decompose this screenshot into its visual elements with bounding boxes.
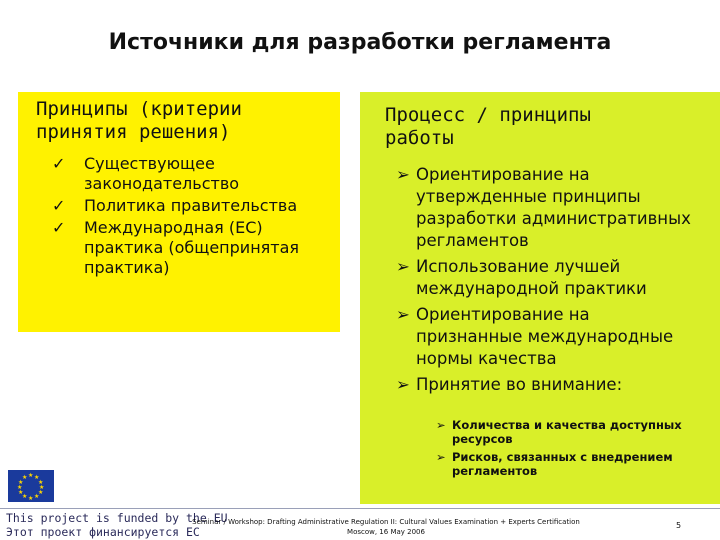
seminar-line: Seminar / Workshop: Drafting Administrative Regulation II: Cultural Values Examination + Experts Certification [192, 518, 580, 526]
list-item-line: Политика правительства [84, 196, 298, 215]
list-item-line: практика) [84, 258, 170, 277]
list-item-line: Использование лучшей [416, 257, 621, 276]
list-item-line: Принятие во внимание: [416, 375, 623, 394]
list-item-line: Существующее [84, 154, 215, 173]
list-item-line: Ориентирование на [416, 165, 590, 184]
right-heading-line: работы [385, 127, 454, 149]
arrow-right-icon: ➢ [396, 257, 410, 276]
list-item-line: законодательство [84, 174, 240, 193]
list-item-line: регламентов [452, 464, 538, 478]
list-item-line: нормы качества [416, 349, 557, 368]
list-item-line: Ориентирование на [416, 305, 590, 324]
left-heading-line: принятия решения) [36, 121, 231, 143]
right-panel-heading [385, 104, 591, 150]
list-item-line: Количества и качества доступных [452, 418, 682, 432]
right-heading-line: Процесс / принципы [385, 104, 591, 126]
slide-title: Источники для разработки регламента [108, 30, 612, 55]
page-number: 5 [676, 521, 682, 530]
list-item-line: Рисков, связанных с внедрением [452, 450, 673, 464]
check-icon: ✓ [52, 154, 66, 173]
arrow-right-icon: ➢ [436, 450, 446, 464]
arrow-right-icon: ➢ [396, 305, 410, 324]
list-item-line: признанные международные [416, 327, 674, 346]
arrow-right-icon: ➢ [396, 165, 410, 184]
left-bullet-list [52, 154, 342, 280]
list-item-line: ресурсов [452, 432, 513, 446]
right-sub-list [436, 418, 718, 482]
list-item [396, 256, 716, 300]
list-item [436, 418, 718, 446]
list-item-line: регламентов [416, 231, 529, 250]
left-heading-line: Принципы (критерии [36, 98, 242, 120]
list-item [52, 196, 342, 216]
funding-line: Этот проект финансируется ЕС [6, 525, 200, 539]
list-item-line: Международная (ЕС) [84, 218, 263, 237]
eu-flag-icon: ★ ★ ★ ★ ★ ★ ★ ★ ★ ★ ★ ★ [8, 470, 54, 502]
funding-line: This project is funded by the EU [6, 511, 228, 525]
list-item [52, 218, 342, 278]
left-panel-heading [36, 98, 242, 144]
list-item [396, 374, 716, 396]
seminar-caption [186, 517, 586, 537]
right-bullet-list [396, 164, 716, 400]
check-icon: ✓ [52, 196, 66, 215]
check-icon: ✓ [52, 218, 66, 237]
footer-divider [0, 508, 720, 509]
list-item-line: утвержденные принципы [416, 187, 641, 206]
list-item-line: международной практики [416, 279, 647, 298]
seminar-line: Moscow, 16 May 2006 [347, 528, 425, 536]
list-item-line: разработки административных [416, 209, 691, 228]
list-item [52, 154, 342, 194]
list-item [436, 450, 718, 478]
list-item-line: практика (общепринятая [84, 238, 300, 257]
arrow-right-icon: ➢ [436, 418, 446, 432]
list-item [396, 164, 716, 252]
list-item [396, 304, 716, 370]
arrow-right-icon: ➢ [396, 375, 410, 394]
